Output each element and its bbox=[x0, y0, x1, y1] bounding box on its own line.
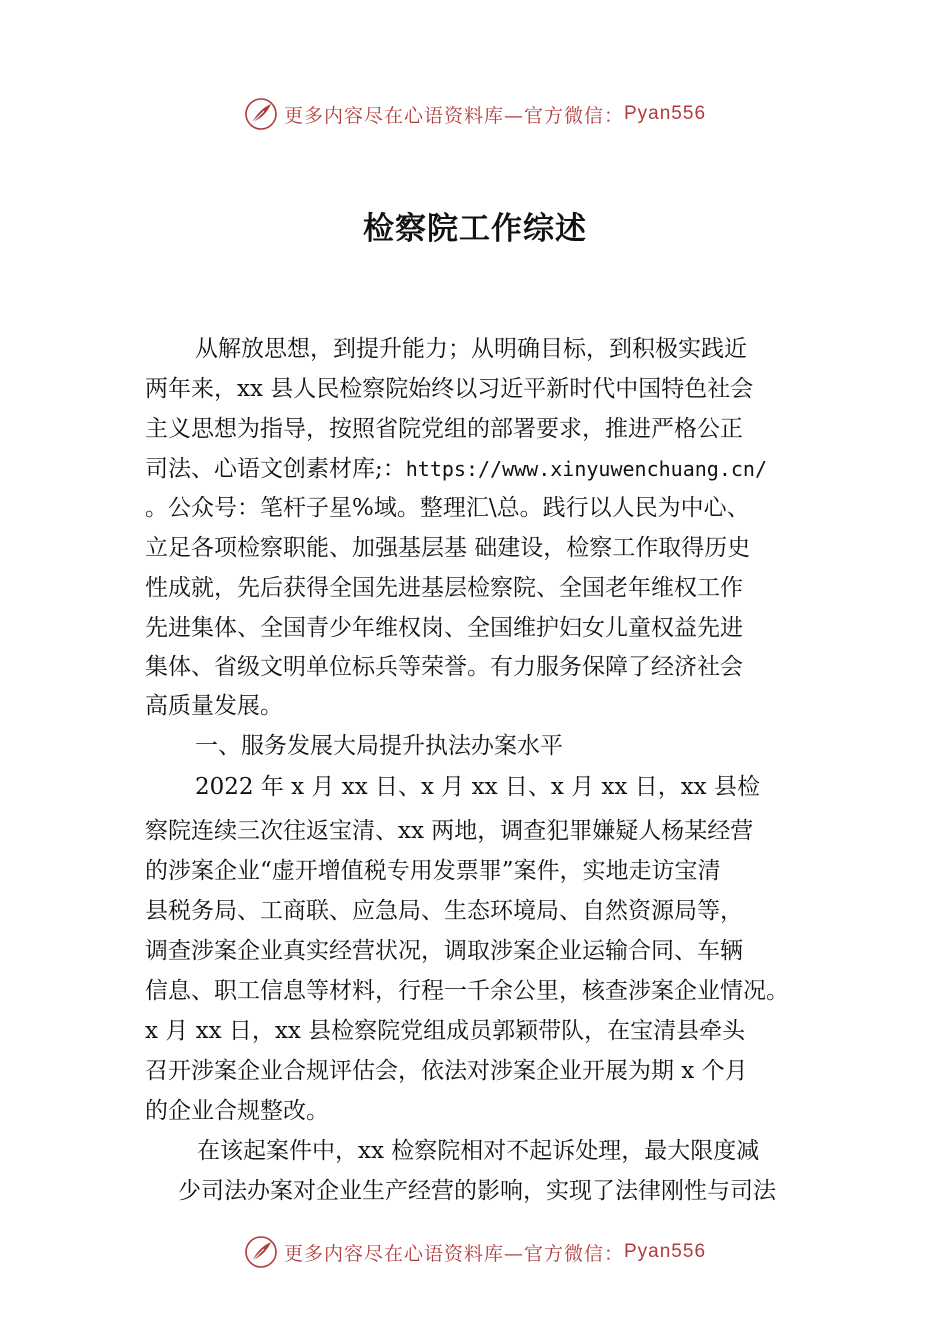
paragraph-line: 调查涉案企业真实经营状况，调取涉案企业运输合同、车辆 bbox=[145, 938, 743, 964]
paragraph-line: 召开涉案企业合规评估会，依法对涉案企业开展为期 x 个月 bbox=[145, 1058, 748, 1084]
paragraph-line: 少司法办案对企业生产经营的影响，实现了法律刚性与司法 bbox=[178, 1178, 776, 1204]
header-banner-wechat: Pyan556 bbox=[624, 103, 707, 124]
footer-banner-text: 更多内容尽在心语资料库—官方微信： bbox=[283, 1242, 624, 1265]
footer-banner bbox=[0, 1232, 950, 1272]
paragraph-line: 的企业合规整改。 bbox=[145, 1098, 329, 1124]
feather-pen-logo-icon bbox=[244, 97, 278, 131]
paragraph-line: 主义思想为指导，按照省院党组的部署要求，推进严格公正 bbox=[145, 416, 743, 442]
paragraph-line bbox=[145, 450, 767, 483]
feather-pen-logo-icon bbox=[244, 1235, 278, 1269]
paragraph-text: 司法、心语文创素材库;： bbox=[145, 456, 406, 482]
header-banner-text: 更多内容尽在心语资料库—官方微信： bbox=[283, 104, 624, 127]
paragraph-line: 两年来，xx 县人民检察院始终以习近平新时代中国特色社会 bbox=[145, 376, 754, 402]
footer-banner-wechat: Pyan556 bbox=[624, 1241, 707, 1262]
paragraph-line: 信息、职工信息等材料，行程一千余公里，核查涉案企业情况。 bbox=[145, 978, 789, 1004]
paragraph-line: x 月 xx 日，xx 县检察院党组成员郭颖带队，在宝清县牵头 bbox=[145, 1018, 746, 1044]
paragraph-line: 高质量发展。 bbox=[145, 693, 283, 719]
paragraph-line: 2022 年 x 月 xx 日、x 月 xx 日、x 月 xx 日，xx 县检 bbox=[195, 774, 760, 800]
header-banner bbox=[0, 94, 950, 134]
website-url: https://www.xinyuwenchuang.cn/ bbox=[405, 457, 767, 481]
paragraph-line: 性成就，先后获得全国先进基层检察院、全国老年维权工作 bbox=[145, 575, 743, 601]
paragraph-line: 立足各项检察职能、加强基层基 础建设，检察工作取得历史 bbox=[145, 535, 751, 561]
paragraph-line: 从解放思想，到提升能力；从明确目标，到积极实践近 bbox=[195, 336, 747, 362]
paragraph-line: 察院连续三次往返宝清、xx 两地，调查犯罪嫌疑人杨某经营 bbox=[145, 818, 754, 844]
paragraph-line: 集体、省级文明单位标兵等荣誉。有力服务保障了经济社会 bbox=[145, 654, 743, 680]
paragraph-line: 。公众号：笔杆子星%域。整理汇\总。践行以人民为中心、 bbox=[145, 495, 750, 521]
paragraph-line: 的涉案企业“虚开增值税专用发票罪”案件，实地走访宝清 bbox=[145, 858, 721, 884]
paragraph-line: 先进集体、全国青少年维权岗、全国维护妇女儿童权益先进 bbox=[145, 615, 743, 641]
document-title: 检察院工作综述 bbox=[363, 211, 587, 247]
paragraph-line: 在该起案件中，xx 检察院相对不起诉处理，最大限度减 bbox=[197, 1138, 760, 1164]
paragraph-line: 县税务局、工商联、应急局、生态环境局、自然资源局等， bbox=[145, 898, 743, 924]
section-heading: 一、服务发展大局提升执法办案水平 bbox=[195, 733, 563, 759]
